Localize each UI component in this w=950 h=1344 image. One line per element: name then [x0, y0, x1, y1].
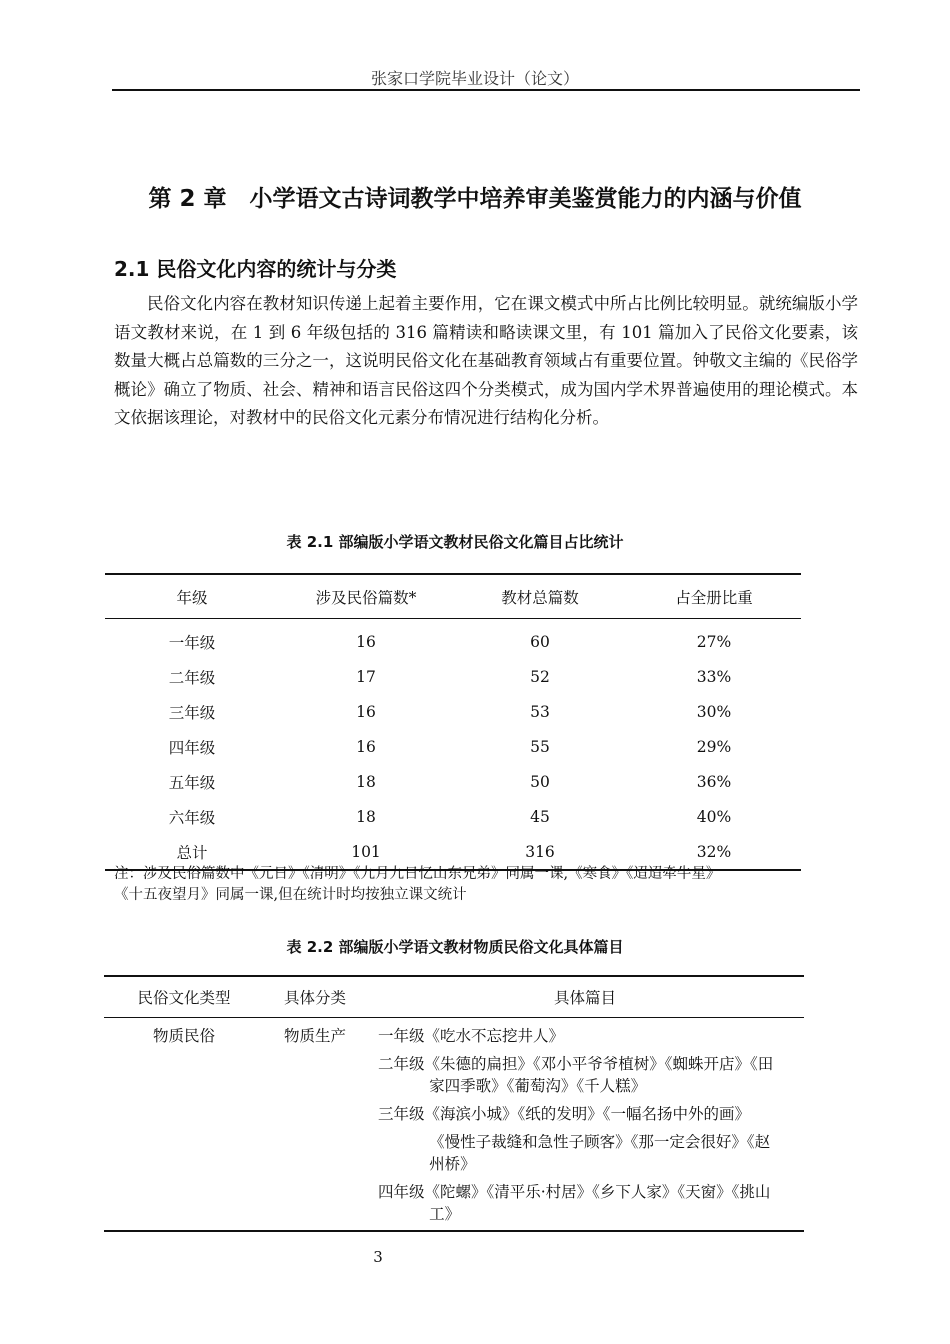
table-cell: 316 [525, 842, 555, 861]
page-number: 3 [373, 1248, 383, 1266]
table-row [105, 764, 801, 799]
table-cell: 18 [356, 807, 376, 826]
table1 [105, 573, 801, 871]
page-header: 张家口学院毕业设计（论文） [370, 69, 579, 88]
table2-header-row [104, 976, 804, 1018]
table2-header-cell: 具体篇目 [366, 976, 804, 1018]
table-cell: 二年级 [168, 668, 216, 687]
table-row [105, 659, 801, 694]
table-cell: 32% [696, 842, 732, 861]
table-row [104, 1018, 804, 1232]
table-cell: 六年级 [168, 808, 216, 827]
table-row [105, 729, 801, 764]
list-item: 四年级《陀螺》《清平乐·村居》《乡下人家》《天窗》《挑山工》 [378, 1183, 771, 1223]
table-cell: 36% [696, 772, 732, 791]
table-row [105, 694, 801, 729]
table1-header-cell: 年级 [105, 574, 279, 619]
table-row [105, 619, 801, 660]
chapter-title: 第 2 章 小学语文古诗词教学中培养审美鉴赏能力的内涵与价值 [148, 186, 802, 212]
list-item: 一年级《吃水不忘挖井人》 [378, 1027, 565, 1045]
table-row [105, 799, 801, 834]
table-cell: 33% [696, 667, 732, 686]
table-cell: 45 [530, 807, 550, 826]
table-cell: 四年级 [168, 738, 216, 757]
table-cell: 物质生产 [283, 1027, 346, 1045]
table-cell: 40% [696, 807, 732, 826]
list-item: 三年级《海滨小城》《纸的发明》《一幅名扬中外的画》 [378, 1105, 751, 1123]
table2 [104, 975, 804, 1232]
table-cell: 29% [696, 737, 732, 756]
table-cell: 50 [530, 772, 550, 791]
table-cell: 17 [356, 667, 376, 686]
table1-header-cell: 占全册比重 [627, 574, 801, 619]
table-cell: 30% [696, 702, 732, 721]
table-cell: 总计 [176, 843, 208, 862]
table-cell: 三年级 [168, 703, 216, 722]
table-cell: 物质民俗 [152, 1027, 215, 1045]
table-cell: 16 [356, 737, 376, 756]
table-cell: 18 [356, 772, 376, 791]
table-cell: 一年级 [168, 633, 216, 652]
table1-note-line: 注：涉及民俗篇数中《元日》《清明》《九月九日忆山东兄弟》同属一课,《寒食》《迢迢牵牛星》 [114, 866, 721, 882]
table-cell: 27% [696, 632, 732, 651]
table1-header-row [105, 574, 801, 619]
table-cell: 55 [530, 737, 550, 756]
table2-caption: 表 2.2 部编版小学语文教材物质民俗文化具体篇目 [286, 938, 624, 956]
body-text [114, 290, 858, 433]
list-item: 《慢性子裁缝和急性子顾客》《那一定会很好》《赵州桥》 [429, 1133, 771, 1173]
table-cell: 16 [356, 702, 376, 721]
table1-note-line: 《十五夜望月》同属一课,但在统计时均按独立课文统计 [114, 887, 467, 903]
table2-header-cell: 具体分类 [264, 976, 366, 1018]
table-cell: 16 [356, 632, 376, 651]
table-cell: 60 [530, 632, 550, 651]
table-cell: 五年级 [168, 773, 216, 792]
body-paragraph: 民俗文化内容在教材知识传递上起着主要作用，它在课文模式中所占比例比较明显。就统编版小学语文教材来说，在 1 到 6 年级包括的 316 篇精读和略读课文里，有 101 篇加入了民俗文化要素，该数量大概占总篇数的三分之一，这说明民俗文化在基础教育领域占有重要位置。钟敬文主编的《民俗学概论》确立了物质、社会、精神和语言民俗这四个分类模式，成为国内学术界普遍使用的理论模式。本文依据该理论，对教材中的民俗文化元素分布情况进行结构化分析。 [114, 294, 858, 427]
table1-note [114, 864, 874, 906]
table1-header-cell: 教材总篇数 [453, 574, 627, 619]
table-cell: 101 [351, 842, 381, 861]
list-item: 二年级《朱德的扁担》《邓小平爷爷植树》《蜘蛛开店》《田家四季歌》《葡萄沟》《千人糕》 [378, 1055, 774, 1095]
table1-caption: 表 2.1 部编版小学语文教材民俗文化篇目占比统计 [286, 533, 624, 551]
table-cell: 52 [530, 667, 550, 686]
table-cell-entries [366, 1018, 804, 1232]
table2-header-cell: 民俗文化类型 [104, 976, 264, 1018]
table-cell: 53 [530, 702, 550, 721]
section-title: 2.1 民俗文化内容的统计与分类 [114, 257, 397, 281]
header-rule [112, 89, 860, 91]
table1-header-cell: 涉及民俗篇数* [279, 574, 453, 619]
